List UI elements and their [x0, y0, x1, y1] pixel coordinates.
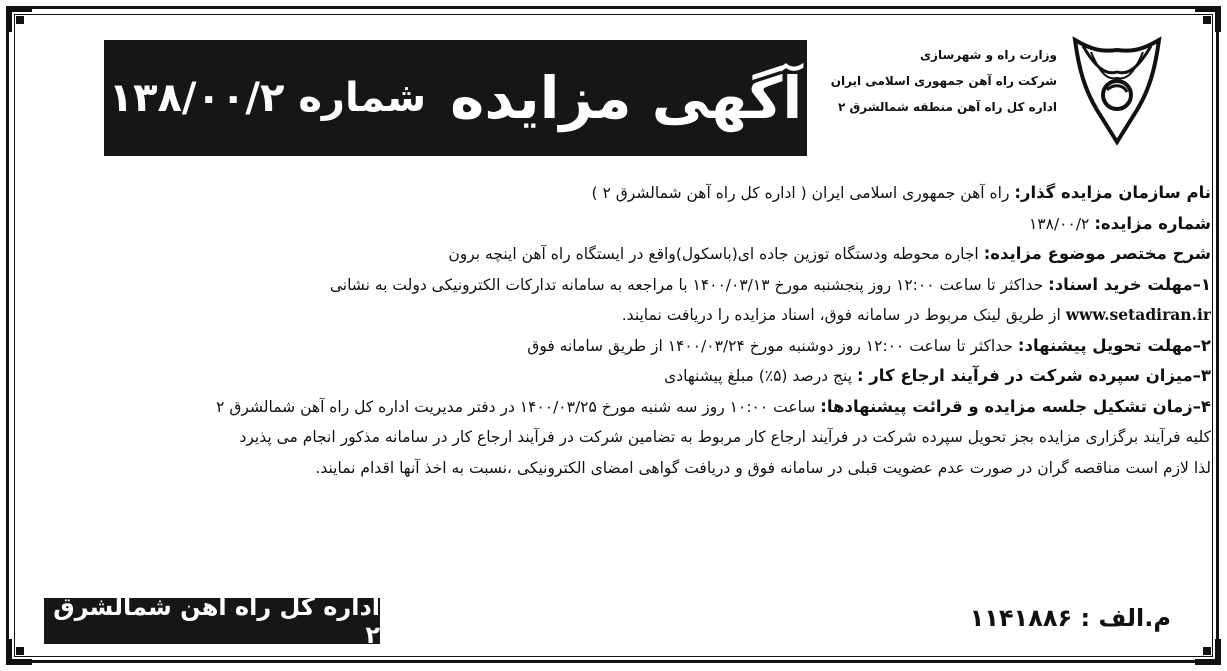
- ministry-name: وزارت راه و شهرسازی: [920, 48, 1057, 62]
- footer-office-banner: اداره کل راه آهن شمالشرق ۲: [44, 598, 380, 644]
- item2-line: [11, 331, 1211, 362]
- reference-code: م.الف : ۱۱۴۱۸۸۶: [969, 604, 1171, 632]
- corner-ornament-icon: [4, 637, 34, 667]
- item1-line: [11, 270, 1211, 301]
- auction-number-line: [11, 209, 1211, 240]
- note-line-2: لذا لازم است مناقصه گران در صورت عدم عضویت قبلی در سامانه فوق و دریافت گواهی امضای الکترونیکی ،نسبت به اخذ آنها اقدام نمایند.: [315, 458, 1211, 477]
- auction-number-value: ۱۳۸/۰۰/۲: [1028, 214, 1090, 233]
- item3-line: [11, 361, 1211, 392]
- corner-ornament-icon: [4, 4, 34, 34]
- title-number: شماره ۱۳۸/۰۰/۲: [108, 75, 427, 121]
- item1-continuation: [11, 300, 1211, 331]
- corner-ornament-icon: [1193, 637, 1223, 667]
- auction-number-label: شماره مزایده:: [1094, 213, 1211, 233]
- subject-label: شرح مختصر موضوع مزایده:: [983, 244, 1211, 263]
- office-name: اداره کل راه آهن منطقه شمالشرق ۲: [838, 100, 1057, 114]
- item1-tail: از طریق لینک مربوط در سامانه فوق، اسناد مزایده را دریافت نمایند.: [621, 306, 1061, 324]
- railway-emblem-icon: [1067, 30, 1167, 150]
- title-main: آگهی مزایده: [450, 64, 803, 132]
- subject-line: [11, 239, 1211, 270]
- setadiran-link[interactable]: www.setadiran.ir: [1065, 305, 1211, 324]
- item3-label: ۳–میزان سپرده شرکت در فرآیند ارجاع کار :: [856, 366, 1211, 385]
- organizer-label: نام سازمان مزایده گذار:: [1014, 183, 1211, 202]
- notice-body: [11, 178, 1211, 483]
- item3-value: پنج درصد (۵٪) مبلغ پیشنهادی: [664, 367, 853, 385]
- item4-value: ساعت ۱۰:۰۰ روز سه شنبه مورخ ۱۴۰۰/۰۳/۲۵ در دفتر مدیریت اداره کل راه آهن شمالشرق ۲: [216, 397, 816, 416]
- item1-value: حداکثر تا ساعت ۱۲:۰۰ روز پنجشنبه مورخ ۱۴۰۰/۰۳/۱۳ با مراجعه به سامانه تدارکات الکترونیکی دولت به نشانی: [329, 275, 1044, 294]
- organizer-line: [11, 178, 1211, 209]
- item2-value: حداکثر تا ساعت ۱۲:۰۰ روز دوشنبه مورخ ۱۴۰۰/۰۳/۲۴ از طریق سامانه فوق: [527, 336, 1013, 355]
- item4-label: ۴–زمان تشکیل جلسه مزایده و قرائت پیشنهادها:: [820, 396, 1211, 416]
- corner-ornament-icon: [1193, 4, 1223, 34]
- item1-label: ۱–مهلت خرید اسناد:: [1048, 274, 1211, 294]
- organizer-value: راه آهن جمهوری اسلامی ایران ( اداره کل راه آهن شمالشرق ۲ ): [591, 184, 1010, 202]
- company-name: شرکت راه آهن جمهوری اسلامی ایران: [830, 74, 1057, 88]
- title-banner: [104, 40, 807, 156]
- item4-line: [11, 392, 1211, 423]
- note-line-1: کلیه فرآیند برگزاری مزایده بجز تحویل سپرده شرکت در فرآیند ارجاع کار مربوط به تضامین شرکت در فرآیند ارجاع کار در سامانه مذکور انجام می پذیرد: [239, 428, 1211, 446]
- issuer-header: [807, 42, 1057, 120]
- subject-value: اجاره محوطه ودستگاه توزین جاده ای(باسکول)واقع در ایستگاه راه آهن اینچه برون: [448, 245, 979, 263]
- item2-label: ۲–مهلت تحویل پیشنهاد:: [1017, 335, 1211, 355]
